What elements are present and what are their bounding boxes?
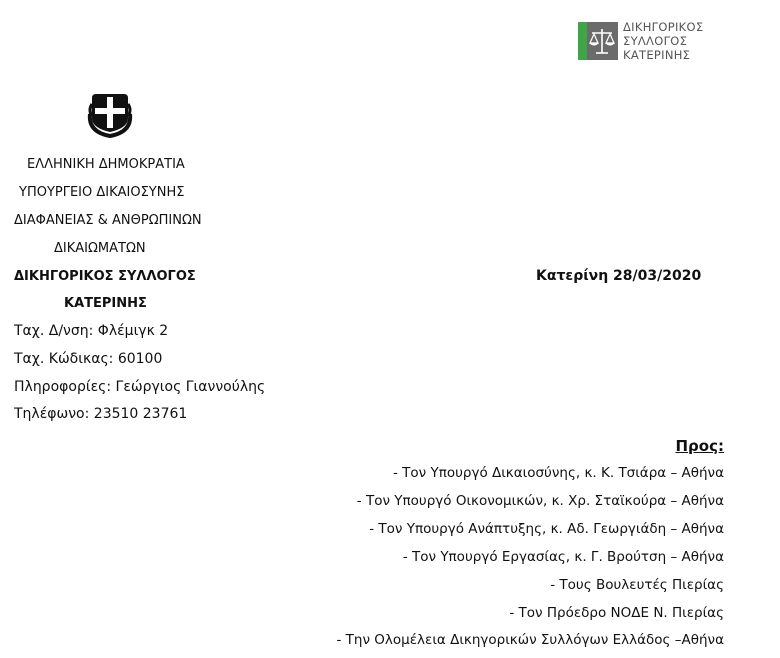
recipient-item: - Τον Υπουργό Εργασίας, κ. Γ. Βρούτση – Αθήνα (402, 549, 724, 565)
sender-line-republic: ΕΛΛΗΝΙΚΗ ΔΗΜΟΚΡΑΤΙΑ (27, 157, 185, 172)
recipients-title: Προς: (675, 437, 724, 455)
document-date: Κατερίνη 28/03/2020 (536, 268, 702, 284)
sender-phone: Τηλέφωνο: 23510 23761 (14, 406, 188, 422)
sender-line-ministry-2: ΔΙΑΦΑΝΕΙΑΣ & ΑΝΘΡΩΠΙΝΩΝ (14, 213, 202, 228)
recipient-item: - Τον Υπουργό Δικαιοσύνης, κ. Κ. Τσιάρα – Αθήνα (392, 465, 724, 481)
greek-cross-emblem-icon (82, 84, 138, 140)
sender-contact-person: Πληροφορίες: Γεώργιος Γιαννούλης (14, 379, 266, 395)
bar-association-logo (578, 20, 718, 64)
recipient-item: - Τον Υπουργό Οικονομικών, κ. Χρ. Σταϊκούρα – Αθήνα (356, 493, 724, 509)
sender-address: Ταχ. Δ/νση: Φλέμιγκ 2 (14, 323, 169, 339)
sender-line-ministry: ΥΠΟΥΡΓΕΙΟ ΔΙΚΑΙΟΣΥΝΗΣ (19, 185, 185, 200)
sender-line-ministry-3: ΔΙΚΑΙΩΜΑΤΩΝ (54, 241, 146, 256)
recipient-item: - Την Ολομέλεια Δικηγορικών Συλλόγων Ελλάδος –Αθήνα (336, 632, 724, 648)
sender-organization-city: ΚΑΤΕΡΙΝΗΣ (64, 296, 147, 311)
scales-of-justice-icon (578, 22, 618, 60)
recipient-item: - Τον Υπουργό Ανάπτυξης, κ. Αδ. Γεωργιάδη – Αθήνα (369, 521, 724, 537)
logo-text-line1: ΔΙΚΗΓΟΡΙΚΟΣ (623, 20, 704, 34)
sender-organization: ΔΙΚΗΓΟΡΙΚΟΣ ΣΥΛΛΟΓΟΣ (14, 269, 196, 284)
recipient-item: - Τους Βουλευτές Πιερίας (550, 577, 724, 593)
logo-text (623, 20, 703, 62)
logo-text-line3: ΚΑΤΕΡΙΝΗΣ (623, 48, 691, 62)
logo-text-line2: ΣΥΛΛΟΓΟΣ (623, 34, 688, 48)
recipient-item: - Τον Πρόεδρο ΝΟΔΕ Ν. Πιερίας (509, 605, 724, 621)
sender-postal-code: Ταχ. Κώδικας: 60100 (14, 351, 163, 367)
